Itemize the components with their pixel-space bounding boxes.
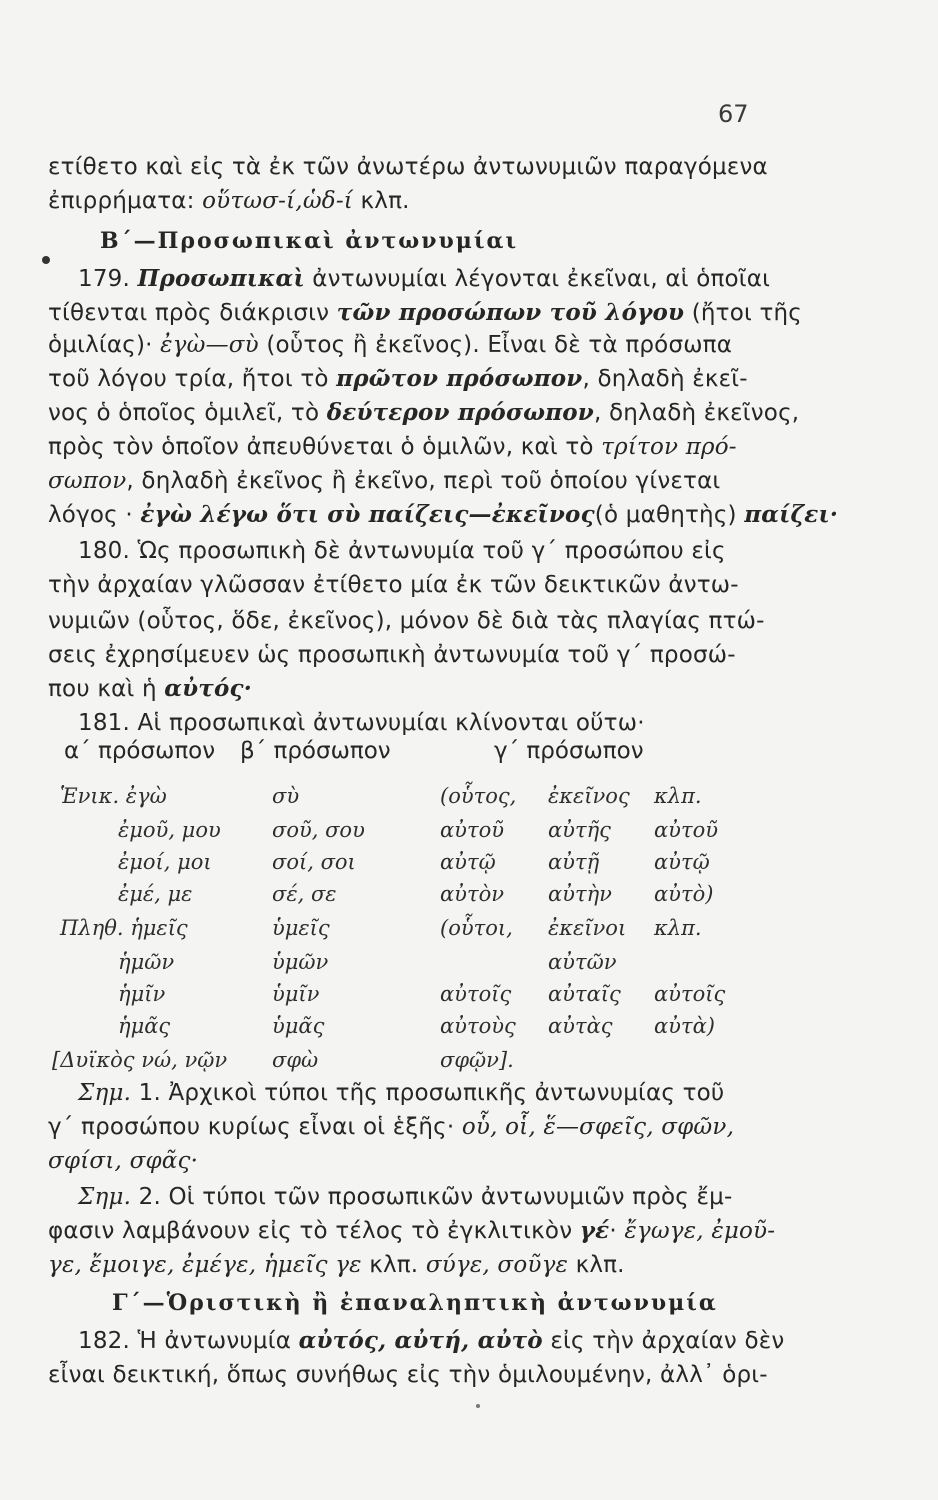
text-segment: 2. Οἱ τύποι τῶν προσωπικῶν ἀντωνυμιῶν πρὸς ἔμ- [131, 1184, 733, 1210]
stray-dot-mark [476, 1404, 480, 1408]
text-segment: Β΄—Προσωπικαὶ ἀντωνυμίαι [100, 228, 519, 254]
text-line [78, 536, 920, 566]
table-cell: ἐμοί, μοι [118, 850, 212, 874]
table-cell: σφῷν]. [440, 1048, 514, 1072]
italic-text: οὕτωσ-ί,ὡδ-ί [202, 188, 354, 214]
table-cell: αὐτῷ [440, 850, 496, 874]
table-cell: ἡμῖν [118, 982, 166, 1006]
text-segment: (ὁ μαθητὴς) [594, 502, 745, 528]
text-segment: , δηλαδὴ ἐκεῖ- [582, 366, 748, 392]
text-segment: (ἤτοι τῆς [684, 300, 803, 326]
table-cell: ἐμέ, με [118, 882, 193, 906]
emphasized-text: αὐτός, αὐτή, αὐτὸ [298, 1327, 543, 1354]
text-line [48, 1216, 890, 1246]
emphasized-text: αὐτός· [164, 675, 252, 702]
table-cell: αὐτῇ [548, 850, 600, 874]
text-segment: 179. [78, 266, 138, 292]
table-cell: κλπ. [654, 784, 702, 808]
text-line [48, 432, 890, 462]
table-cell: αὐτοῦ [654, 818, 718, 842]
table-cell: ἡμῶν [118, 950, 175, 974]
text-line [48, 152, 890, 182]
text-segment: τίθενται πρὸς διάκρισιν [48, 300, 337, 326]
text-segment: , δηλαδὴ ἐκεῖνος ἢ ἐκεῖνο, περὶ τοῦ ὁποίου γίνεται [126, 468, 721, 494]
table-cell: αὐτῆς [548, 818, 611, 842]
table-cell: αὐτὰ) [654, 1014, 715, 1038]
text-segment: 1. Ἀρχικοὶ τύποι τῆς προσωπικῆς ἀντωνυμίας τοῦ [131, 1080, 725, 1106]
table-cell: σοῦ, σου [272, 818, 365, 842]
emphasized-text: Προσωπικαὶ [137, 265, 305, 292]
text-segment: Γ΄—Ὁριστικὴ ἢ ἐπαναληπτικὴ ἀντωνυμία [112, 1290, 718, 1316]
text-segment: γ΄ προσώπου κυρίως εἶναι οἱ ἑξῆς· [48, 1114, 462, 1140]
header-first-person: α΄ πρόσωπον [64, 738, 216, 764]
text-segment: 182. Ἡ ἀντωνυμία [78, 1328, 299, 1354]
emphasized-text: τῶν προσώπων τοῦ λόγου [336, 299, 685, 326]
text-segment: , δηλαδὴ ἐκεῖνος, [593, 400, 800, 426]
bullet-mark [42, 256, 50, 264]
italic-text: σωπον [48, 468, 127, 494]
text-line [48, 330, 890, 360]
table-cell: αὐτὴν [548, 882, 612, 906]
text-segment: λόγος · [48, 502, 141, 528]
text-segment: κλπ. [353, 188, 410, 214]
table-cell: αὐτοὺς [440, 1014, 516, 1038]
text-line [48, 640, 890, 670]
italic-text: Σημ. [78, 1184, 132, 1210]
table-cell: ἡμᾶς [118, 1014, 171, 1038]
table-cell: αὐτῶν [548, 950, 617, 974]
italic-text: ἔγωγε, ἐμοῦ- [624, 1218, 776, 1244]
text-segment: φασιν λαμβάνουν εἰς τὸ τέλος τὸ ἐγκλιτικὸν [48, 1218, 580, 1244]
italic-text: Σημ. [78, 1080, 132, 1106]
text-segment: 180. Ὡς προσωπικὴ δὲ ἀντωνυμία τοῦ γ΄ προσώπου εἰς [78, 538, 726, 564]
table-cell: αὐτοῖς [440, 982, 512, 1006]
text-segment: 181. Αἱ προσωπικαὶ ἀντωνυμίαι κλίνονται οὕτω· [78, 710, 645, 736]
table-cell: αὐτοῖς [654, 982, 726, 1006]
text-line [48, 570, 890, 600]
text-segment: ἀντωνυμίαι λέγονται ἐκεῖναι, αἱ ὁποῖαι [304, 266, 771, 292]
emphasized-text: δεύτερον πρόσωπον [326, 399, 594, 426]
table-cell: (οὗτοι, [440, 916, 513, 940]
text-line [48, 1360, 890, 1390]
section-heading [112, 1288, 938, 1318]
table-cell: αὐτῷ [654, 850, 710, 874]
text-line [48, 606, 890, 636]
table-cell: ὑμῶν [272, 950, 329, 974]
text-line [48, 398, 890, 428]
emphasized-text: παίζει· [744, 501, 839, 528]
table-cell: Ἑνικ. ἐγὼ [60, 784, 167, 808]
text-segment: νυμιῶν (οὗτος, ὅδε, ἐκεῖνος), μόνον δὲ διὰ τὰς πλαγίας πτώ- [48, 608, 765, 634]
text-segment: που καὶ ἡ [48, 676, 165, 702]
emphasized-text: ἐγὼ λέγω ὅτι σὺ παίζεις—ἐκεῖνος [140, 501, 595, 528]
table-cell: ὑμεῖς [272, 916, 330, 940]
italic-text: ἐγὼ—σὺ [160, 332, 259, 358]
table-cell: αὐταῖς [548, 982, 621, 1006]
text-line [48, 1250, 890, 1280]
text-segment: ετίθετο καὶ εἰς τὰ ἐκ τῶν ἀνωτέρω ἀντωνυμιῶν παραγόμενα [48, 154, 768, 180]
text-segment: εἶναι δεικτική, ὅπως συνήθως εἰς τὴν ὁμιλουμένην, ἀλλ᾽ ὁρι- [48, 1362, 768, 1388]
text-line [78, 1326, 920, 1356]
table-cell: σοί, σοι [272, 850, 356, 874]
section-heading [100, 226, 938, 256]
table-cell: αὐτὸ) [654, 882, 714, 906]
text-segment: πρὸς τὸν ὁποῖον ἀπευθύνεται ὁ ὁμιλῶν, καὶ τὸ [48, 434, 602, 460]
text-line [48, 500, 890, 530]
table-cell: ἐκεῖνος [548, 784, 630, 808]
text-segment: · [609, 1218, 625, 1244]
italic-text: τρίτον πρό- [601, 434, 737, 460]
emphasized-text: γέ [579, 1217, 610, 1244]
text-segment: νος ὁ ὁποῖος ὁμιλεῖ, τὸ [48, 400, 327, 426]
table-cell: (οὗτος, [440, 784, 517, 808]
table-cell: ὑμῖν [272, 982, 320, 1006]
text-segment: σεις ἐχρησίμευεν ὡς προσωπικὴ ἀντωνυμία τοῦ γ΄ προσώ- [48, 642, 736, 668]
table-cell: κλπ. [654, 916, 702, 940]
table-cell: Πληθ. ἡμεῖς [60, 916, 188, 940]
table-cell: [Δυϊκὸς νώ, νῷν [52, 1048, 228, 1072]
page-number: 67 [718, 100, 749, 128]
declension-table-header [64, 738, 724, 768]
table-cell: ἐμοῦ, μου [118, 818, 221, 842]
text-line [78, 1182, 920, 1212]
table-cell: αὐτὰς [548, 1014, 613, 1038]
italic-text: σφίσι, σφᾶς· [48, 1148, 199, 1174]
italic-text: σύγε, σοῦγε [425, 1252, 569, 1278]
text-segment: κλπ. [568, 1252, 625, 1278]
header-third-person: γ΄ πρόσωπον [494, 738, 644, 764]
text-line [78, 1078, 920, 1108]
text-line [48, 298, 890, 328]
table-cell: σέ, σε [272, 882, 337, 906]
text-line [48, 674, 890, 704]
header-second-person: β΄ πρόσωπον [240, 738, 391, 764]
table-cell: ὑμᾶς [272, 1014, 325, 1038]
table-cell: σὺ [272, 784, 300, 808]
text-segment: ἐπιρρήματα: [48, 188, 203, 214]
text-segment: εἰς τὴν ἀρχαίαν δὲν [542, 1328, 785, 1354]
emphasized-text: πρῶτον πρόσωπον [336, 365, 583, 392]
table-cell: ἐκεῖνοι [548, 916, 627, 940]
text-segment: (οὗτος ἢ ἐκεῖνος). Εἶναι δὲ τὰ πρόσωπα [258, 332, 733, 358]
text-segment: κλπ. [361, 1252, 426, 1278]
text-segment: ὁμιλίας)· [48, 332, 161, 358]
table-cell: αὐτὸν [440, 882, 504, 906]
table-cell: αὐτοῦ [440, 818, 504, 842]
table-cell: σφὼ [272, 1048, 319, 1072]
italic-text: γε, ἔμοιγε, ἐμέγε, ἡμεῖς γε [48, 1252, 362, 1278]
text-line [48, 186, 890, 216]
text-line [48, 466, 890, 496]
text-line [48, 364, 890, 394]
text-segment: τὴν ἀρχαίαν γλῶσσαν ἐτίθετο μία ἐκ τῶν δεικτικῶν ἀντω- [48, 572, 739, 598]
text-line [48, 1112, 890, 1142]
text-line [78, 264, 920, 294]
text-line [78, 708, 920, 738]
text-segment: τοῦ λόγου τρία, ἤτοι τὸ [48, 366, 337, 392]
text-line [48, 1146, 890, 1176]
italic-text: οὗ, οἷ, ἕ—σφεῖς, σφῶν, [461, 1114, 735, 1140]
